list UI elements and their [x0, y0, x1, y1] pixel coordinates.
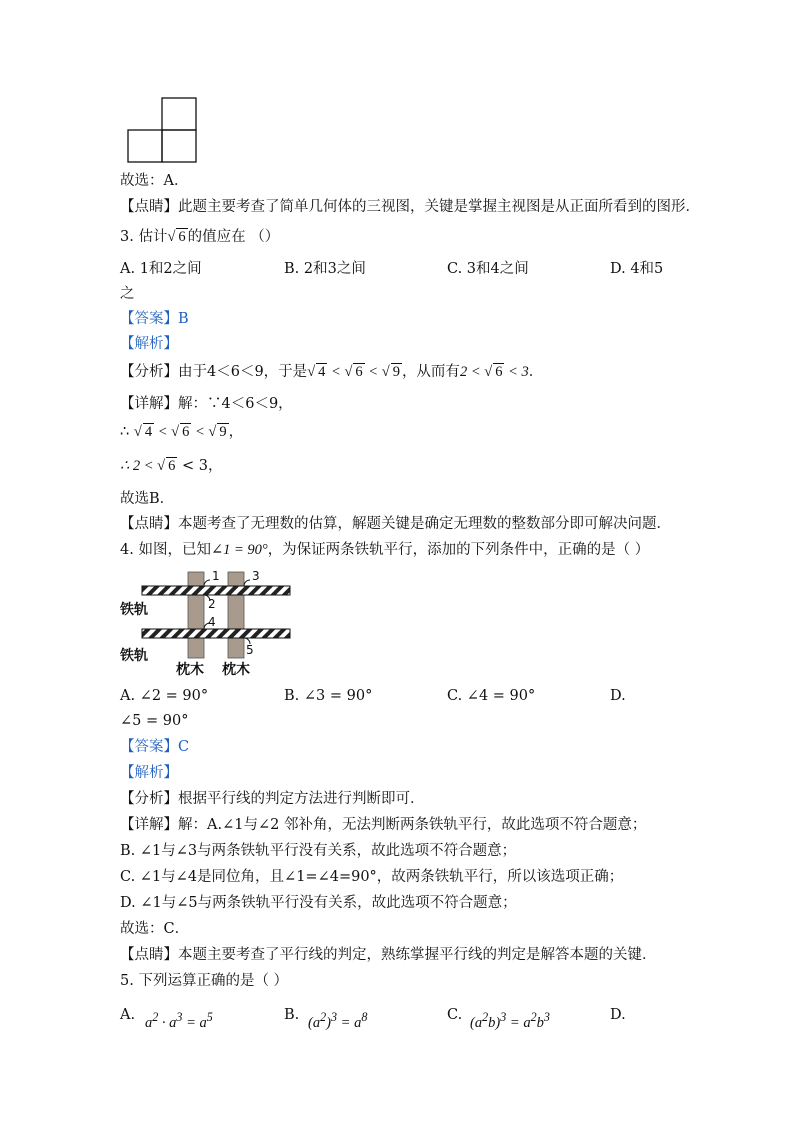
q3-option-c: C. 3和4之间 — [447, 261, 529, 277]
rail-label-bottom: 铁轨 — [120, 648, 148, 664]
q5-option-b-math: $(a^2)^3 = a^8$ — [308, 1010, 368, 1031]
three-view-figure — [120, 92, 204, 164]
q3-s1-lt1: < — [154, 424, 172, 440]
q3-step-2: ∴ 2 < √ 6 < 3， — [120, 458, 223, 474]
q3-fx-r4: 6 — [495, 364, 503, 380]
q4-option-d-cont: ∠5 = 90° — [120, 713, 189, 729]
comment-line: 【点睛】此题主要考查了简单几何体的三视图，关键是掌握主视图是从正面所看到的图形． — [120, 199, 700, 215]
q5-option-c: C. — [447, 1007, 463, 1023]
q3-fx-m1: 2 < — [459, 364, 485, 380]
q4-detail: 【详解】解：A.∠1与∠2 邻补角，无法判断两条铁轨平行，故此选项不符合题意； — [120, 817, 647, 833]
question-4 — [120, 540, 649, 560]
q3-fx-mid: ，从而有 — [401, 364, 460, 380]
q5-option-b: B. — [284, 1007, 300, 1023]
q3-s2-r1: 6 — [168, 458, 176, 474]
question-3: 3. 估计√ 6 的值应在 （） — [120, 229, 280, 245]
q3-fx-pre: 【分析】由于4＜6＜9，于是 — [120, 364, 308, 380]
q3-s2-pre: ∴ 2 < — [120, 458, 158, 474]
q3-s1-r1: 4 — [144, 424, 153, 440]
q5-option-a: A. — [120, 1007, 136, 1023]
q3-option-d: D. 4和5 — [610, 261, 664, 277]
sleeper-left — [188, 572, 204, 658]
q3-fx-lt1: < — [327, 364, 345, 380]
q4-suffix: ，为保证两条铁轨平行，添加的下列条件中，正确的是（ ） — [267, 542, 650, 558]
sleeper-right — [228, 572, 244, 658]
angle-label-4: 4 — [208, 615, 216, 629]
railway-figure — [118, 566, 304, 678]
sleeper-label-right: 枕木 — [222, 662, 250, 678]
angle-label-3: 3 — [252, 569, 260, 583]
angle-label-1: 1 — [212, 569, 220, 583]
q3-comment: 【点睛】本题考查了无理数的估算，解题关键是确定无理数的整数部分即可解决问题． — [120, 516, 671, 532]
angle-label-2: 2 — [208, 597, 216, 611]
q5-option-d: D. — [610, 1007, 626, 1023]
angle-label-5: 5 — [246, 643, 254, 657]
q4-choice: 故选：C． — [120, 921, 190, 937]
q5-option-c-math: $(a^2b)^3 = a^2b^3$ — [470, 1010, 550, 1031]
q3-option-d-cont: 之 — [120, 286, 135, 302]
q3-choice: 故选B． — [120, 491, 175, 507]
q3-prefix: 3. 估计 — [120, 229, 168, 245]
q3-option-a: A. 1和2之间 — [120, 261, 202, 277]
q4-answer: 【答案】C — [120, 739, 190, 755]
q5-option-a-math: $a^2 \cdot a^3 = a^5$ — [145, 1010, 213, 1031]
q4-math: ∠1 = 90° — [210, 542, 268, 558]
q4-detail-d: D. ∠1与∠5与两条铁轨平行没有关系，故此选项不符合题意； — [120, 895, 517, 911]
q4-option-c: C. ∠4 = 90° — [447, 688, 536, 704]
question-5: 5. 下列运算正确的是（ ） — [120, 973, 289, 989]
q3-fx-lt2: < — [364, 364, 382, 380]
q3-detail: 【详解】解：∵4＜6＜9， — [120, 396, 293, 412]
q3-step-1: ∴ √ 4 < √ 6 < √ 9 ， — [120, 424, 244, 440]
q4-analysis-label: 【解析】 — [120, 765, 178, 781]
q4-option-d: D. — [610, 688, 626, 704]
q3-s1-end: ， — [228, 424, 244, 440]
q3-fx-r3: 9 — [392, 364, 400, 380]
q3-s1-r2: 6 — [182, 424, 190, 440]
q3-radicand: 6 — [178, 229, 186, 245]
q3-answer: 【答案】B — [120, 311, 189, 327]
q4-detail-c: C. ∠1与∠4是同位角，且∠1=∠4=90°，故两条铁轨平行，所以该选项正确； — [120, 869, 624, 885]
q3-s2-end: < 3， — [177, 458, 223, 474]
q4-option-a: A. ∠2 = 90° — [120, 688, 209, 704]
q4-detail-b: B. ∠1与∠3与两条铁轨平行没有关系，故此选项不符合题意； — [120, 843, 517, 859]
q3-analysis-label: 【解析】 — [120, 336, 178, 352]
q4-option-b: B. ∠3 = 90° — [284, 688, 373, 704]
q3-s1-pre: ∴ — [120, 424, 134, 440]
rail-label-top: 铁轨 — [120, 602, 148, 618]
sleeper-label-left: 枕木 — [176, 662, 204, 678]
q3-analysis: 【分析】由于4＜6＜9，于是√ 4 < √ 6 < √ 9 ，从而有2 < √ 6 < 3． — [120, 364, 544, 380]
answer-line: 故选：A． — [120, 173, 189, 189]
rail-top — [142, 586, 290, 595]
q3-fx-end: ． — [528, 364, 544, 380]
q3-s1-r3: 9 — [219, 424, 227, 440]
q3-s1-lt2: < — [191, 424, 209, 440]
q4-analysis: 【分析】根据平行线的判定方法进行判断即可． — [120, 791, 425, 807]
q3-suffix: 的值应在 （） — [187, 229, 280, 245]
q3-fx-r1: 4 — [318, 364, 326, 380]
q4-comment: 【点睛】本题主要考查了平行线的判定，熟练掌握平行线的判定是解答本题的关键． — [120, 947, 657, 963]
q3-fx-m2: < 3 — [504, 364, 529, 380]
q4-prefix: 4. 如图，已知 — [120, 542, 211, 558]
q3-fx-r2: 6 — [355, 364, 363, 380]
rail-bottom — [142, 629, 290, 638]
q3-option-b: B. 2和3之间 — [284, 261, 366, 277]
